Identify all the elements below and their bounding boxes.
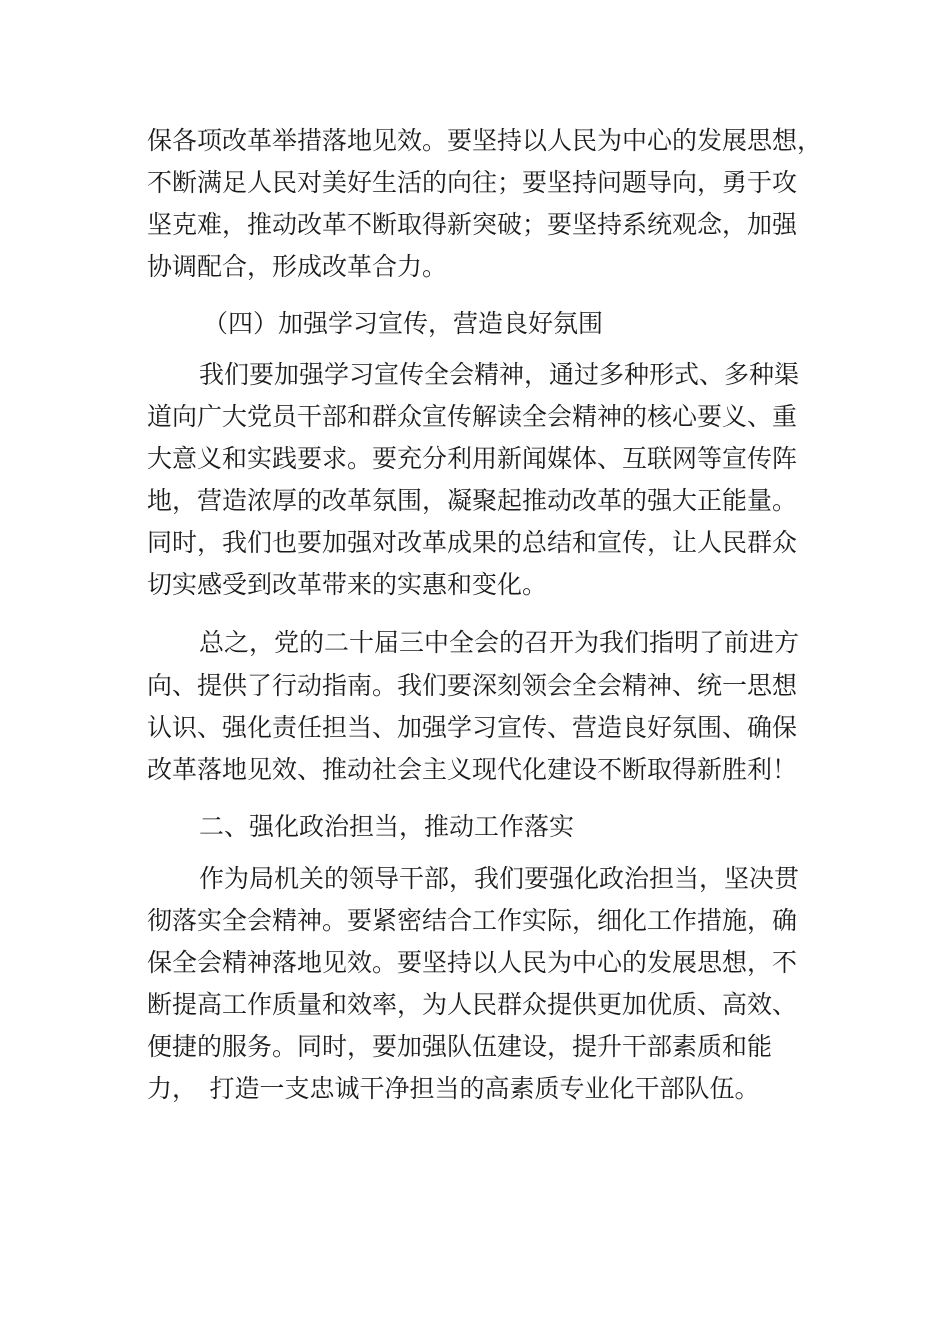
text-line: 认识、强化责任担当、加强学习宣传、营造良好氛围、确保 [147,713,798,742]
text-line: 作为局机关的领导干部，我们要强化政治担当，坚决贯 [199,864,800,893]
text-line: 断提高工作质量和效率，为人民群众提供更加优质、高效、 [147,990,798,1019]
text-line: 坚克难，推动改革不断取得新突破；要坚持系统观念，加强 [147,210,798,239]
text-line: 切实感受到改革带来的实惠和变化。 [147,570,548,599]
text-line: 改革落地见效、推动社会主义现代化建设不断取得新胜利！ [147,755,798,784]
text-line: 大意义和实践要求。要充分利用新闻媒体、互联网等宣传阵 [147,444,798,473]
text-line: 我们要加强学习宣传全会精神，通过多种形式、多种渠 [199,360,800,389]
text-line: 便捷的服务。同时，要加强队伍建设，提升干部素质和能 [147,1032,773,1061]
text-line: 协调配合，形成改革合力。 [147,252,448,281]
text-line: 不断满足人民对美好生活的向往；要坚持问题导向，勇于攻 [147,168,798,197]
section-heading: 二、强化政治担当，推动工作落实 [199,812,575,841]
text-line: 保全会精神落地见效。要坚持以人民为中心的发展思想，不 [147,948,798,977]
text-line: 彻落实全会精神。要紧密结合工作实际，细化工作措施，确 [147,906,798,935]
text-line: 向、提供了行动指南。我们要深刻领会全会精神、统一思想 [147,671,798,700]
text-line: 力， 打造一支忠诚干净担当的高素质专业化干部队伍。 [147,1074,760,1103]
section-heading: （四）加强学习宣传，营造良好氛围 [203,309,604,338]
text-line: 保各项改革举措落地见效。要坚持以人民为中心的发展思想， [147,126,823,155]
text-line: 地，营造浓厚的改革氛围，凝聚起推动改革的强大正能量。 [147,486,798,515]
text-line: 同时，我们也要加强对改革成果的总结和宣传，让人民群众 [147,528,798,557]
text-line: 道向广大党员干部和群众宣传解读全会精神的核心要义、重 [147,402,798,431]
text-line: 总之，党的二十届三中全会的召开为我们指明了前进方 [199,628,800,657]
